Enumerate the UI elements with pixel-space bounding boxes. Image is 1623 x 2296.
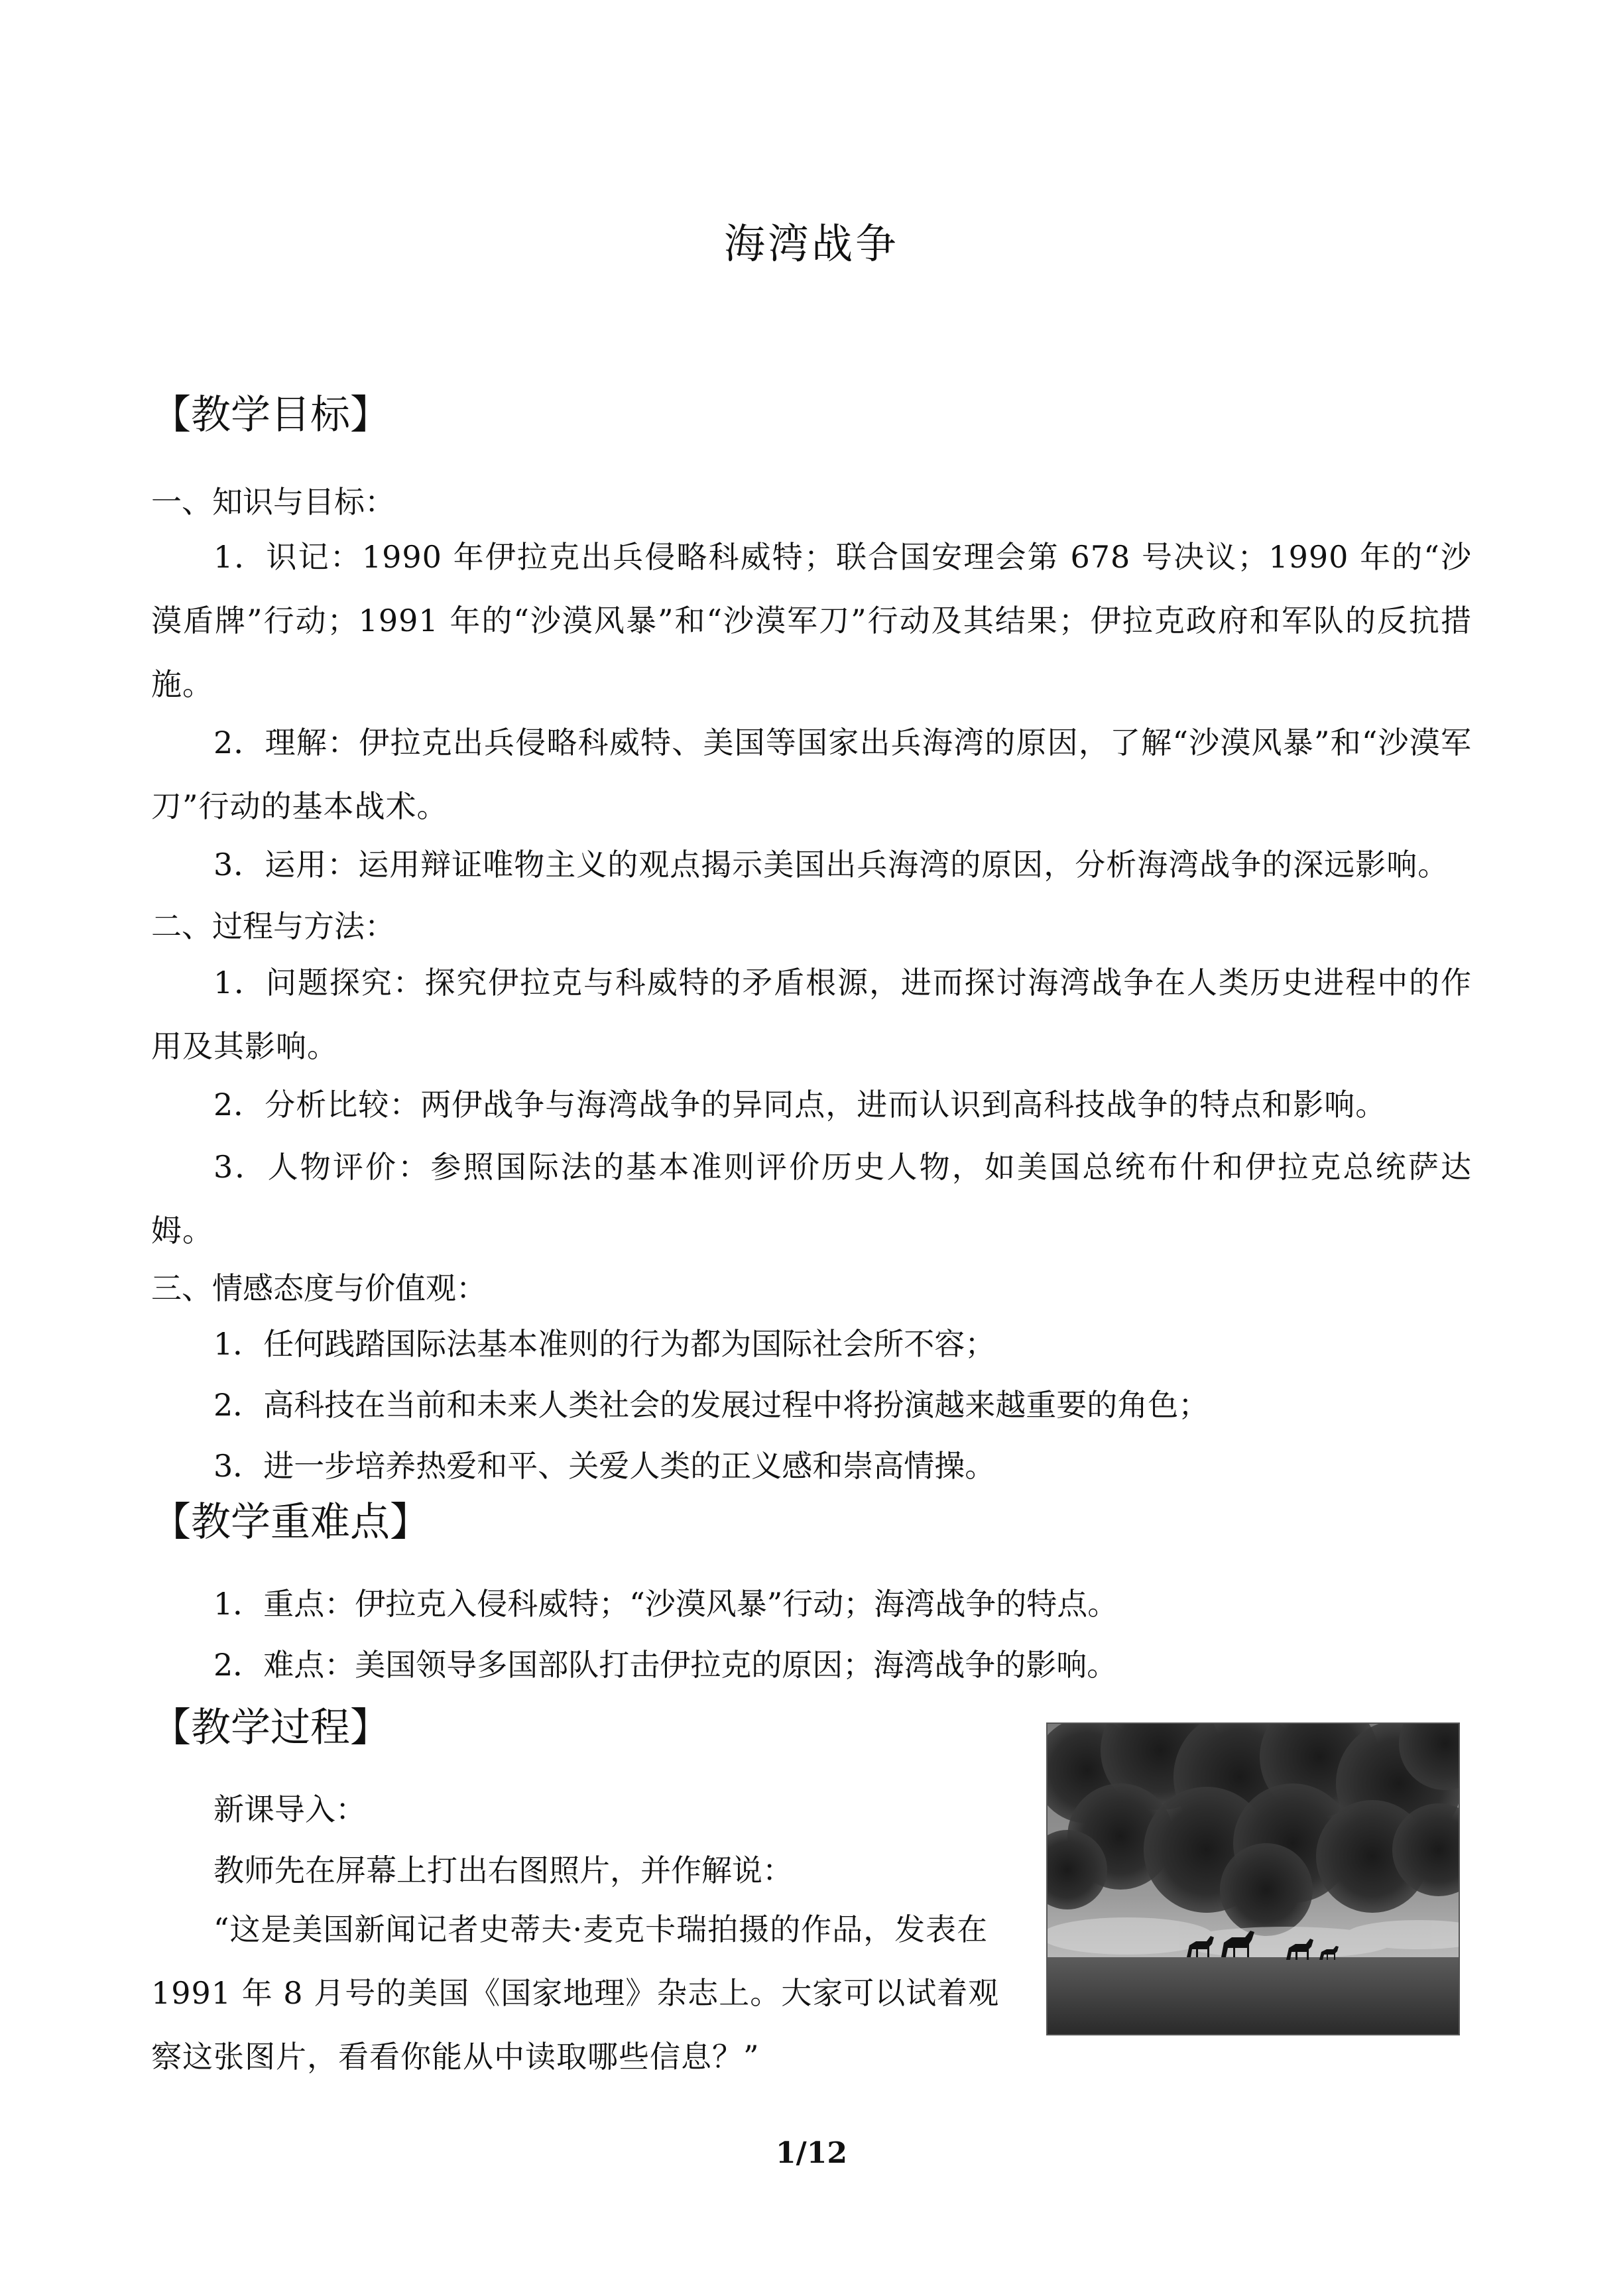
objective-values-1: 1．任何践踏国际法基本准则的行为都为国际社会所不容；	[213, 1326, 996, 1362]
page-number: 1/12	[776, 2136, 847, 2170]
section-heading-process: 【教学过程】	[151, 1705, 390, 1751]
smoke-and-camels-photo	[1046, 1722, 1460, 2035]
objective-knowledge-3: 3．运用：运用辩证唯物主义的观点揭示美国出兵海湾的原因，分析海湾战争的深远影响。	[213, 847, 1449, 882]
subheading-process-method: 二、过程与方法：	[151, 908, 395, 944]
objective-values-3: 3．进一步培养热爱和平、关爱人类的正义感和崇高情操。	[213, 1448, 996, 1484]
key-point-1: 1．重点：伊拉克入侵科威特；“沙漠风暴”行动；海湾战争的特点。	[213, 1586, 1118, 1622]
subheading-attitude-values: 三、情感态度与价值观：	[151, 1270, 487, 1306]
intro-label: 新课导入：	[213, 1791, 366, 1827]
intro-quote: “这是美国新闻记者史蒂夫·麦克卡瑞拍摄的作品，发表在 1991 年 8 月号的美国《国家地理》杂志上。大家可以试着观察这张图片，看看你能从中读取哪些信息？”	[151, 1911, 1000, 2075]
intro-line: 教师先在屏幕上打出右图照片，并作解说：	[213, 1852, 793, 1888]
objective-knowledge-1: 1．识记：1990 年伊拉克出兵侵略科威特；联合国安理会第 678 号决议；1990 年的“沙漠盾牌”行动；1991 年的“沙漠风暴”和“沙漠军刀”行动及其结果；伊拉克政府和军队的反抗措施。	[151, 539, 1472, 702]
section-heading-key-points: 【教学重难点】	[151, 1499, 430, 1545]
objective-process-2: 2．分析比较：两伊战争与海湾战争的异同点，进而认识到高科技战争的特点和影响。	[213, 1087, 1387, 1122]
subheading-knowledge: 一、知识与目标：	[151, 484, 395, 520]
section-heading-objectives: 【教学目标】	[151, 392, 390, 438]
objective-process-1: 1．问题探究：探究伊拉克与科威特的矛盾根源，进而探讨海湾战争在人类历史进程中的作用及其影响。	[151, 965, 1472, 1064]
objective-values-2: 2．高科技在当前和未来人类社会的发展过程中将扮演越来越重要的角色；	[213, 1387, 1209, 1423]
objective-knowledge-2: 2．理解：伊拉克出兵侵略科威特、美国等国家出兵海湾的原因，了解“沙漠风暴”和“沙漠军刀”行动的基本战术。	[151, 725, 1472, 824]
page-title: 海湾战争	[723, 219, 899, 268]
key-point-2: 2．难点：美国领导多国部队打击伊拉克的原因；海湾战争的影响。	[213, 1647, 1118, 1683]
objective-process-3: 3．人物评价：参照国际法的基本准则评价历史人物，如美国总统布什和伊拉克总统萨达姆。	[151, 1149, 1472, 1248]
